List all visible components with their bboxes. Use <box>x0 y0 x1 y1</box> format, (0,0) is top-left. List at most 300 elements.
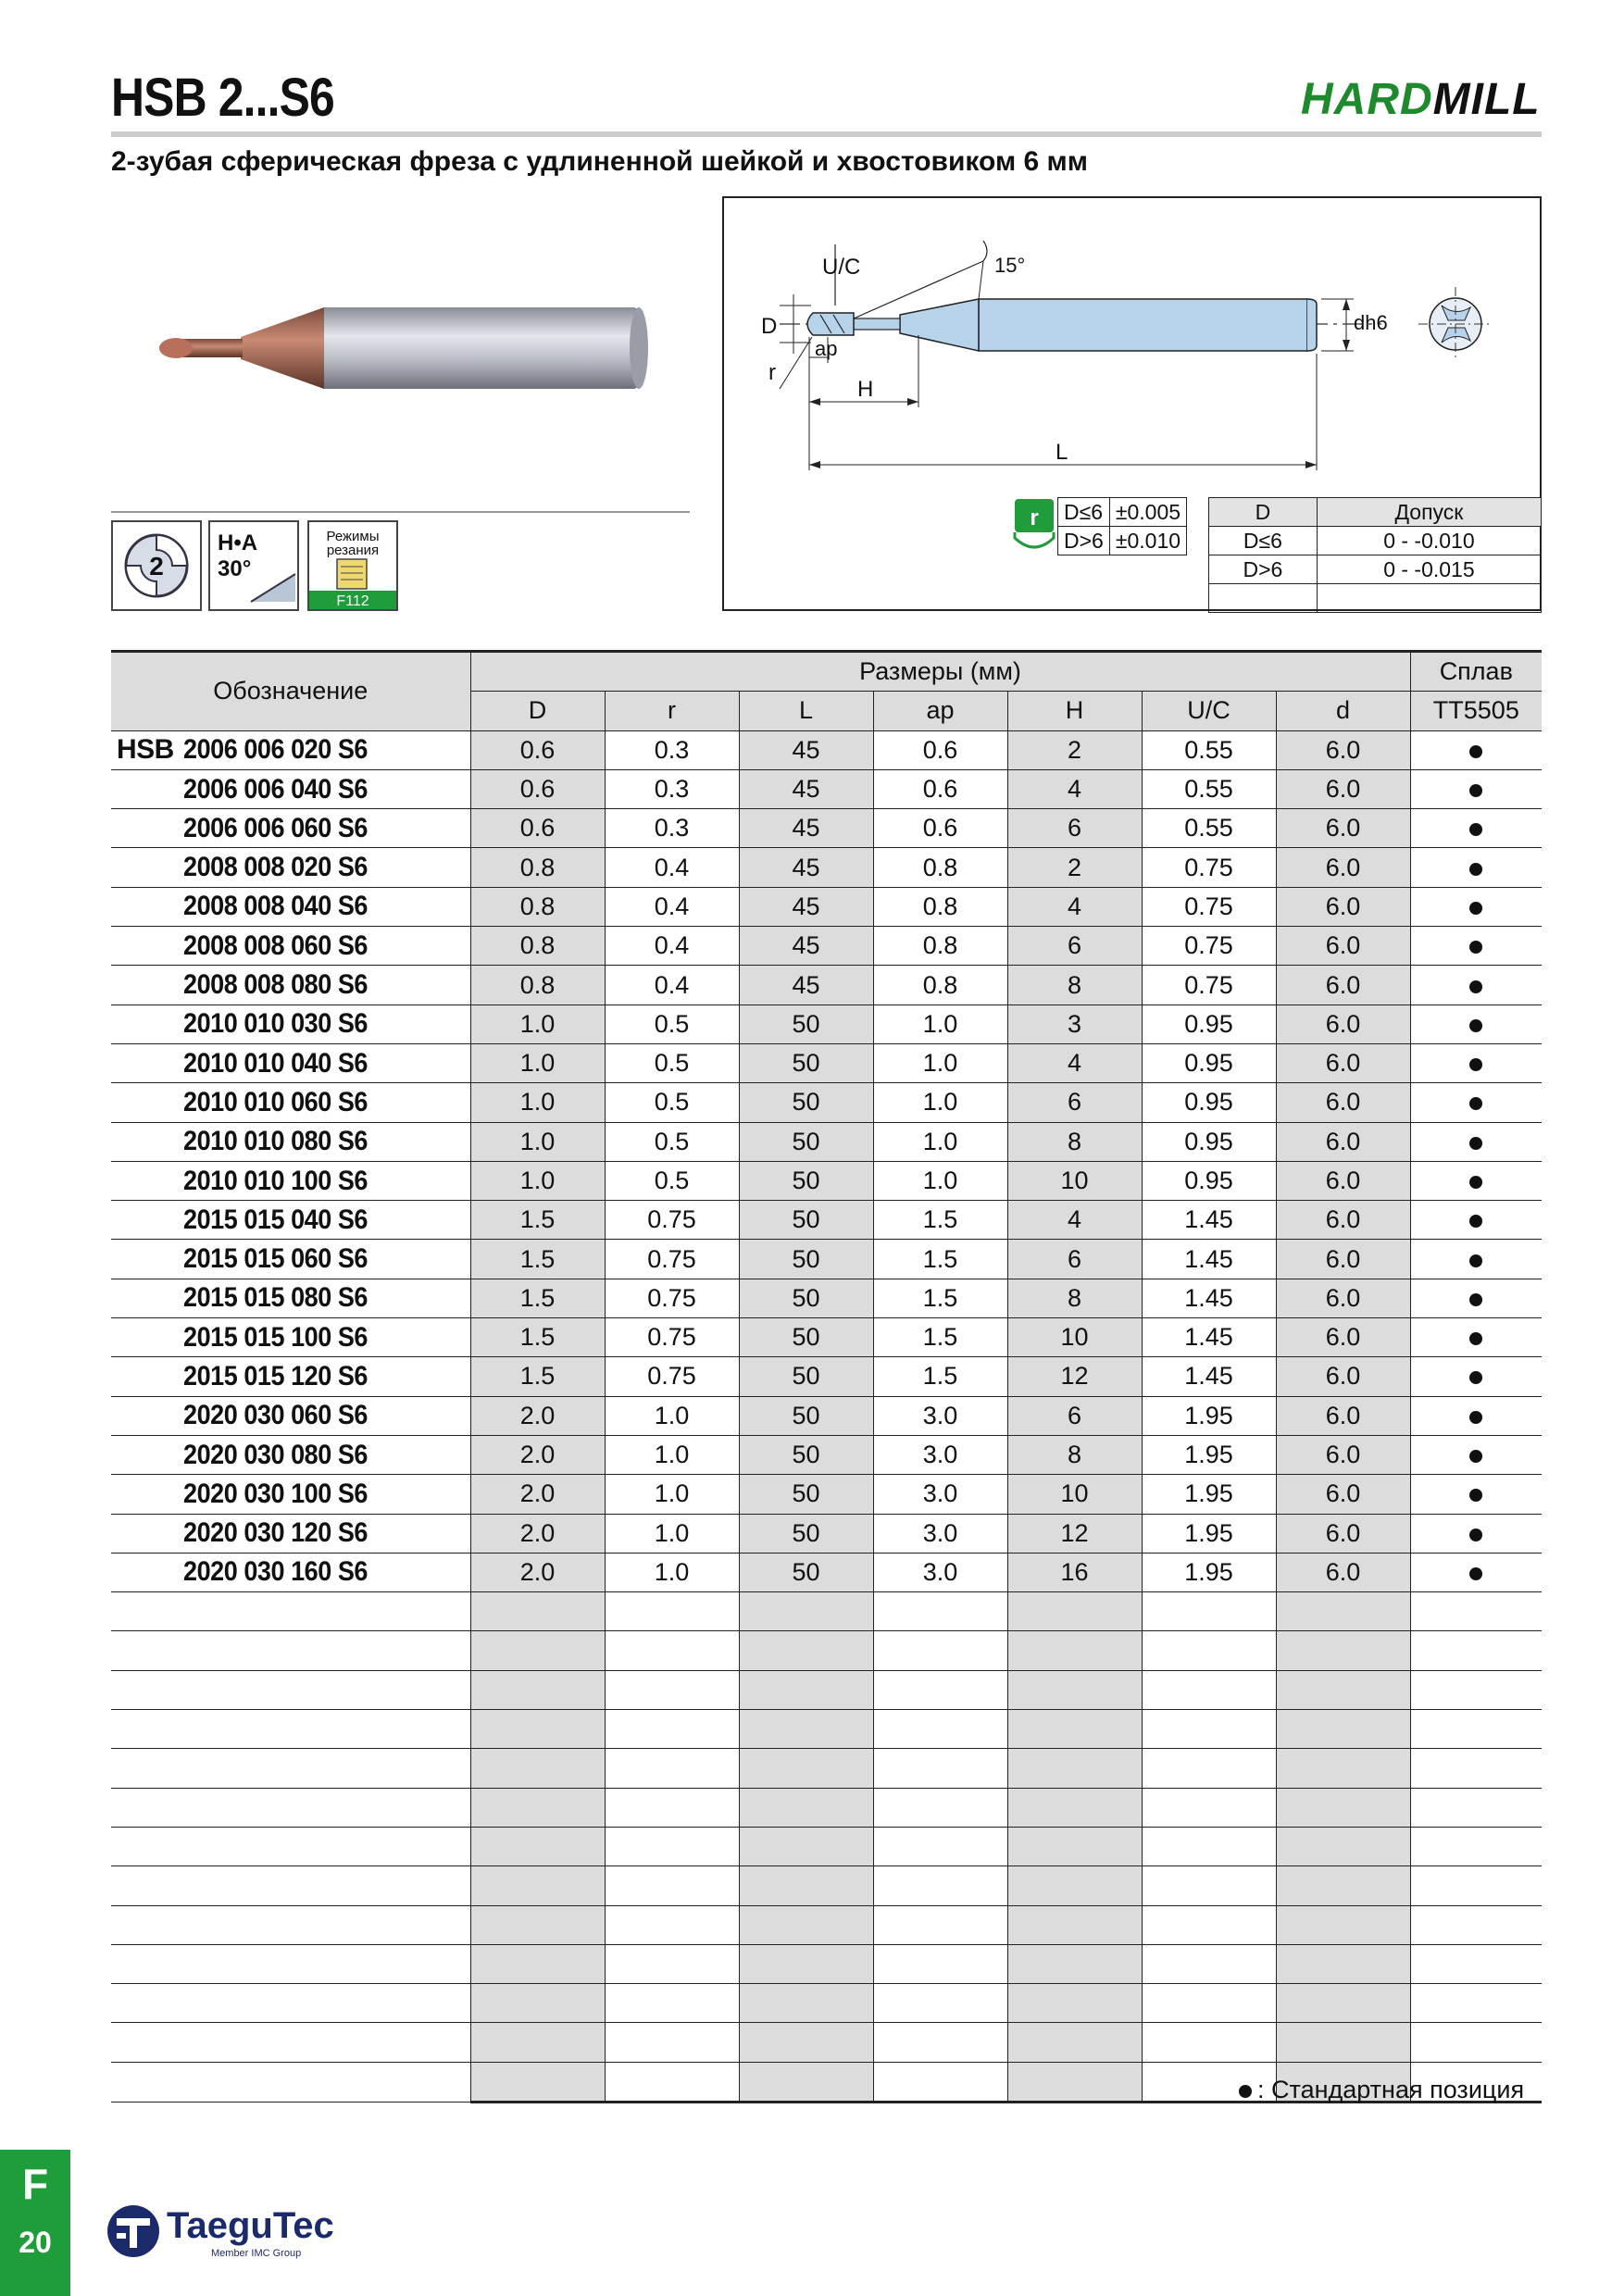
standard-dot-icon <box>1469 745 1482 758</box>
h-label: H <box>857 377 874 402</box>
col-header-uc: U/C <box>1142 692 1276 730</box>
empty-cell <box>470 1592 605 1631</box>
empty-cell <box>605 1827 739 1866</box>
cell-ap: 0.8 <box>873 887 1007 926</box>
cell-uc: 0.55 <box>1142 730 1276 769</box>
cell-r: 0.4 <box>605 927 739 966</box>
designation-cell <box>111 1161 470 1200</box>
standard-dot-icon <box>1469 980 1482 993</box>
legend-text: : Стандартная позиция <box>1257 2076 1525 2103</box>
empty-row <box>111 1631 1542 1670</box>
cell-r: 0.75 <box>605 1240 739 1279</box>
cell-r: 0.75 <box>605 1279 739 1317</box>
designation-cell <box>111 1043 470 1082</box>
designation-cell <box>111 927 470 966</box>
cell-d: 6.0 <box>1276 1122 1410 1161</box>
cell-h: 2 <box>1007 730 1142 769</box>
cell-ap: 3.0 <box>873 1475 1007 1514</box>
cell-d: 1.0 <box>470 1161 605 1200</box>
tolerance-cond: D≤6 <box>1209 527 1318 555</box>
empty-cell <box>873 2062 1007 2102</box>
empty-cell <box>873 1710 1007 1749</box>
cell-uc: 0.55 <box>1142 809 1276 848</box>
cell-d: 6.0 <box>1276 848 1410 887</box>
empty-cell <box>739 2062 873 2102</box>
cell-r: 0.5 <box>605 1004 739 1043</box>
empty-cell <box>1142 1827 1276 1866</box>
empty-cell <box>739 1631 873 1670</box>
header-rule <box>111 131 1542 137</box>
cell-l: 50 <box>739 1201 873 1240</box>
cell-uc: 0.95 <box>1142 1043 1276 1082</box>
cell-h: 6 <box>1007 1396 1142 1435</box>
cell-uc: 1.95 <box>1142 1553 1276 1591</box>
empty-cell <box>1142 1788 1276 1827</box>
col-header-ap: ap <box>873 692 1007 730</box>
cell-l: 50 <box>739 1161 873 1200</box>
empty-cell <box>605 1944 739 1983</box>
table-row <box>111 730 1542 769</box>
cell-d: 2.0 <box>470 1475 605 1514</box>
cell-r: 0.5 <box>605 1083 739 1122</box>
brand-part-hard: HARD <box>1301 75 1433 124</box>
empty-cell <box>1142 1670 1276 1709</box>
table-row <box>111 809 1542 848</box>
product-table <box>111 650 1542 2103</box>
standard-dot-icon <box>1469 1450 1482 1463</box>
empty-cell <box>873 1866 1007 1905</box>
table-row <box>111 1514 1542 1553</box>
tolerance-cond <box>1209 584 1318 613</box>
cell-d: 6.0 <box>1276 1514 1410 1553</box>
cell-ap: 0.8 <box>873 848 1007 887</box>
cell-h: 8 <box>1007 1279 1142 1317</box>
empty-row <box>111 2023 1542 2062</box>
page-title: HSB 2...S6 <box>111 68 334 128</box>
empty-cell <box>1007 1944 1142 1983</box>
empty-cell <box>111 1866 470 1905</box>
availability-cell <box>1410 1279 1542 1317</box>
empty-cell <box>1410 1944 1542 1983</box>
empty-cell <box>1007 1710 1142 1749</box>
cell-d: 0.8 <box>470 927 605 966</box>
cell-r: 0.75 <box>605 1357 739 1396</box>
cell-r: 1.0 <box>605 1435 739 1474</box>
designation-cell <box>111 809 470 848</box>
availability-cell <box>1410 1553 1542 1591</box>
radius-tolerance-table <box>1057 497 1187 555</box>
cutting-data-ref: F112 <box>336 593 369 609</box>
empty-cell <box>470 1827 605 1866</box>
empty-cell <box>873 1944 1007 1983</box>
designation-code: 2008 008 020 S6 <box>183 852 368 883</box>
cell-h: 4 <box>1007 769 1142 808</box>
designation-cell <box>111 1004 470 1043</box>
cell-h: 4 <box>1007 1201 1142 1240</box>
cell-r: 0.5 <box>605 1122 739 1161</box>
empty-cell <box>111 1749 470 1788</box>
cell-uc: 1.45 <box>1142 1201 1276 1240</box>
cell-d: 1.0 <box>470 1043 605 1082</box>
cell-uc: 1.95 <box>1142 1475 1276 1514</box>
empty-cell <box>739 2023 873 2062</box>
cell-d: 1.0 <box>470 1122 605 1161</box>
cell-ap: 1.5 <box>873 1240 1007 1279</box>
cell-r: 0.3 <box>605 730 739 769</box>
empty-cell <box>1410 1710 1542 1749</box>
empty-cell <box>1007 1905 1142 1944</box>
helix-angle-label: H•A <box>218 530 258 555</box>
cell-h: 4 <box>1007 887 1142 926</box>
cell-d: 6.0 <box>1276 1475 1410 1514</box>
empty-cell <box>873 1788 1007 1827</box>
empty-cell <box>873 1631 1007 1670</box>
cell-ap: 1.5 <box>873 1201 1007 1240</box>
cell-d: 6.0 <box>1276 769 1410 808</box>
dimensions-header: Размеры (мм) <box>470 652 1410 692</box>
standard-dot-icon <box>1469 823 1482 836</box>
designation-cell <box>111 848 470 887</box>
cell-l: 45 <box>739 769 873 808</box>
cell-l: 50 <box>739 1357 873 1396</box>
cell-uc: 0.75 <box>1142 927 1276 966</box>
col-header-d: D <box>470 692 605 730</box>
empty-cell <box>1410 1670 1542 1709</box>
availability-cell <box>1410 887 1542 926</box>
tolerance-row <box>1058 527 1187 555</box>
table-row <box>111 1240 1542 1279</box>
cell-ap: 1.0 <box>873 1004 1007 1043</box>
empty-cell <box>1142 1631 1276 1670</box>
cell-l: 50 <box>739 1240 873 1279</box>
cell-uc: 1.45 <box>1142 1318 1276 1357</box>
cell-d: 1.5 <box>470 1240 605 1279</box>
icons-rule <box>111 511 690 513</box>
empty-cell <box>470 1866 605 1905</box>
cell-ap: 3.0 <box>873 1396 1007 1435</box>
designation-cell <box>111 1475 470 1514</box>
standard-dot-icon <box>1469 1097 1482 1110</box>
cell-d: 2.0 <box>470 1553 605 1591</box>
r-tolerance-badge <box>1013 497 1056 556</box>
empty-cell <box>605 1905 739 1944</box>
empty-cell <box>605 1788 739 1827</box>
cell-d: 0.8 <box>470 887 605 926</box>
empty-cell <box>111 1905 470 1944</box>
cell-h: 6 <box>1007 1240 1142 1279</box>
table-row <box>111 769 1542 808</box>
angle-label: 15° <box>994 254 1026 277</box>
empty-cell <box>605 2062 739 2102</box>
empty-cell <box>111 1592 470 1631</box>
cell-d: 6.0 <box>1276 1201 1410 1240</box>
cell-d: 2.0 <box>470 1514 605 1553</box>
empty-cell <box>470 1944 605 1983</box>
designation-code: 2006 006 040 S6 <box>183 773 368 805</box>
empty-cell <box>1142 1710 1276 1749</box>
standard-dot-icon <box>1469 1137 1482 1150</box>
designation-cell <box>111 1122 470 1161</box>
table-row <box>111 1201 1542 1240</box>
cell-h: 8 <box>1007 1435 1142 1474</box>
empty-cell <box>1410 1866 1542 1905</box>
designation-code: 2020 030 100 S6 <box>183 1478 368 1509</box>
cell-d: 6.0 <box>1276 730 1410 769</box>
cell-d: 1.5 <box>470 1318 605 1357</box>
empty-cell <box>111 1631 470 1670</box>
taegutec-logo-icon <box>104 2202 163 2261</box>
designation-code: 2010 010 040 S6 <box>183 1047 368 1079</box>
table-row <box>111 1083 1542 1122</box>
empty-cell <box>1007 1670 1142 1709</box>
cell-ap: 0.6 <box>873 730 1007 769</box>
brand-part-mill: MILL <box>1432 75 1541 124</box>
cell-r: 0.75 <box>605 1201 739 1240</box>
empty-cell <box>739 1984 873 2023</box>
availability-cell <box>1410 1161 1542 1200</box>
designation-cell <box>111 1318 470 1357</box>
empty-cell <box>111 1827 470 1866</box>
designation-code: 2020 030 060 S6 <box>183 1400 368 1431</box>
designation-code: 2008 008 080 S6 <box>183 969 368 1001</box>
empty-cell <box>873 1670 1007 1709</box>
diameter-tolerance-table <box>1208 497 1542 613</box>
standard-dot-icon <box>1239 2085 1252 2098</box>
cell-uc: 0.95 <box>1142 1083 1276 1122</box>
cell-d: 6.0 <box>1276 809 1410 848</box>
cell-h: 4 <box>1007 1043 1142 1082</box>
availability-cell <box>1410 1514 1542 1553</box>
flute-count-icon <box>111 520 202 611</box>
designation-code: 2010 010 080 S6 <box>183 1126 368 1157</box>
empty-cell <box>111 1670 470 1709</box>
availability-cell <box>1410 769 1542 808</box>
designation-code: 2015 015 040 S6 <box>183 1204 368 1235</box>
empty-cell <box>1142 1866 1276 1905</box>
empty-cell <box>111 1944 470 1983</box>
empty-cell <box>1007 1866 1142 1905</box>
empty-cell <box>470 1631 605 1670</box>
cell-ap: 1.5 <box>873 1279 1007 1317</box>
empty-cell <box>1276 1788 1410 1827</box>
empty-cell <box>605 1866 739 1905</box>
cell-d: 6.0 <box>1276 1357 1410 1396</box>
cell-h: 10 <box>1007 1318 1142 1357</box>
cell-l: 50 <box>739 1396 873 1435</box>
standard-dot-icon <box>1469 863 1482 876</box>
cell-h: 8 <box>1007 966 1142 1004</box>
empty-cell <box>1142 2023 1276 2062</box>
empty-cell <box>739 1592 873 1631</box>
cell-l: 50 <box>739 1475 873 1514</box>
table-row <box>111 1435 1542 1474</box>
cell-d: 6.0 <box>1276 1240 1410 1279</box>
designation-cell <box>111 1396 470 1435</box>
availability-cell <box>1410 1004 1542 1043</box>
cell-d: 1.5 <box>470 1279 605 1317</box>
empty-cell <box>470 1905 605 1944</box>
designation-cell <box>111 1553 470 1591</box>
cell-l: 45 <box>739 809 873 848</box>
cell-d: 6.0 <box>1276 1553 1410 1591</box>
cell-r: 1.0 <box>605 1553 739 1591</box>
end-mill-photo <box>139 278 657 417</box>
cell-ap: 0.8 <box>873 927 1007 966</box>
empty-cell <box>873 1984 1007 2023</box>
empty-cell <box>1142 1984 1276 2023</box>
availability-cell <box>1410 848 1542 887</box>
table-row <box>111 1396 1542 1435</box>
col-header-shank-d: d <box>1276 692 1410 730</box>
designation-cell <box>111 1240 470 1279</box>
empty-cell <box>1007 2023 1142 2062</box>
cell-l: 50 <box>739 1553 873 1591</box>
empty-cell <box>1410 1788 1542 1827</box>
empty-cell <box>1410 1749 1542 1788</box>
empty-cell <box>873 1827 1007 1866</box>
r-label: r <box>768 360 776 385</box>
cell-l: 50 <box>739 1318 873 1357</box>
availability-cell <box>1410 730 1542 769</box>
cell-h: 2 <box>1007 848 1142 887</box>
cell-l: 45 <box>739 730 873 769</box>
cell-d: 6.0 <box>1276 887 1410 926</box>
table-row <box>111 1161 1542 1200</box>
cell-r: 0.4 <box>605 966 739 1004</box>
table-row <box>111 1357 1542 1396</box>
designation-code: 2020 030 160 S6 <box>183 1556 368 1588</box>
designation-cell <box>111 730 470 769</box>
cell-ap: 1.5 <box>873 1318 1007 1357</box>
empty-cell <box>605 1670 739 1709</box>
empty-cell <box>1007 1788 1142 1827</box>
cell-uc: 0.95 <box>1142 1122 1276 1161</box>
empty-cell <box>1142 1749 1276 1788</box>
cell-ap: 0.6 <box>873 809 1007 848</box>
cell-r: 1.0 <box>605 1514 739 1553</box>
designation-code: 2008 008 040 S6 <box>183 891 368 922</box>
cell-ap: 1.0 <box>873 1161 1007 1200</box>
standard-dot-icon <box>1469 1293 1482 1306</box>
designation-header: Обозначение <box>111 652 470 731</box>
cell-d: 6.0 <box>1276 1435 1410 1474</box>
designation-cell <box>111 966 470 1004</box>
standard-dot-icon <box>1469 1058 1482 1071</box>
empty-cell <box>1410 1592 1542 1631</box>
cell-r: 1.0 <box>605 1475 739 1514</box>
cell-uc: 0.75 <box>1142 887 1276 926</box>
empty-cell <box>1276 1710 1410 1749</box>
designation-code: 2015 015 120 S6 <box>183 1360 368 1391</box>
standard-dot-icon <box>1469 1254 1482 1267</box>
uc-label: U/C <box>822 255 861 280</box>
empty-cell <box>1276 1631 1410 1670</box>
empty-cell <box>1410 1984 1542 2023</box>
cell-ap: 0.8 <box>873 966 1007 1004</box>
empty-cell <box>111 1710 470 1749</box>
table-row <box>111 1043 1542 1082</box>
empty-cell <box>605 1592 739 1631</box>
availability-cell <box>1410 1201 1542 1240</box>
empty-cell <box>111 2023 470 2062</box>
page-number: 20 <box>19 2226 52 2259</box>
tolerance-row <box>1209 584 1542 613</box>
dh6-label: dh6 <box>1354 311 1388 334</box>
cell-h: 6 <box>1007 927 1142 966</box>
empty-cell <box>1410 1905 1542 1944</box>
standard-dot-icon <box>1469 1019 1482 1032</box>
availability-cell <box>1410 966 1542 1004</box>
cell-uc: 0.95 <box>1142 1004 1276 1043</box>
availability-cell <box>1410 1435 1542 1474</box>
empty-cell <box>1276 1984 1410 2023</box>
empty-cell <box>1007 1749 1142 1788</box>
table-row <box>111 927 1542 966</box>
empty-cell <box>605 1749 739 1788</box>
designation-prefix: HSB <box>117 734 174 766</box>
col-header-grade: TT5505 <box>1410 692 1542 730</box>
cell-l: 50 <box>739 1083 873 1122</box>
empty-cell <box>605 1984 739 2023</box>
cell-uc: 0.75 <box>1142 848 1276 887</box>
cell-ap: 3.0 <box>873 1435 1007 1474</box>
cell-l: 50 <box>739 1122 873 1161</box>
cutting-data-icon[interactable] <box>307 520 398 611</box>
table-row <box>111 1004 1542 1043</box>
empty-cell <box>1007 1827 1142 1866</box>
tolerance-value: ±0.010 <box>1109 527 1186 555</box>
designation-cell <box>111 1279 470 1317</box>
col-header-l: L <box>739 692 873 730</box>
standard-dot-icon <box>1469 1529 1482 1541</box>
cell-r: 0.5 <box>605 1161 739 1200</box>
cell-d: 1.0 <box>470 1083 605 1122</box>
cell-d: 6.0 <box>1276 1161 1410 1200</box>
empty-cell <box>1410 1827 1542 1866</box>
empty-row <box>111 1866 1542 1905</box>
cell-h: 3 <box>1007 1004 1142 1043</box>
empty-cell <box>1007 2062 1142 2102</box>
empty-cell <box>1410 1631 1542 1670</box>
cell-l: 50 <box>739 1004 873 1043</box>
designation-cell <box>111 769 470 808</box>
l-label: L <box>1056 440 1068 465</box>
cell-ap: 3.0 <box>873 1514 1007 1553</box>
cell-h: 10 <box>1007 1161 1142 1200</box>
cell-d: 0.8 <box>470 848 605 887</box>
empty-cell <box>470 2062 605 2102</box>
empty-cell <box>739 1944 873 1983</box>
cell-ap: 1.0 <box>873 1122 1007 1161</box>
empty-row <box>111 1710 1542 1749</box>
empty-cell <box>1142 1905 1276 1944</box>
empty-row <box>111 1944 1542 1983</box>
availability-cell <box>1410 1122 1542 1161</box>
cell-h: 8 <box>1007 1122 1142 1161</box>
availability-cell <box>1410 1240 1542 1279</box>
empty-cell <box>873 1905 1007 1944</box>
table-row <box>111 1475 1542 1514</box>
designation-code: 2006 006 020 S6 <box>183 734 368 766</box>
empty-row <box>111 1592 1542 1631</box>
cell-l: 45 <box>739 848 873 887</box>
empty-cell <box>1276 2023 1410 2062</box>
availability-cell <box>1410 927 1542 966</box>
standard-dot-icon <box>1469 1176 1482 1189</box>
cell-h: 12 <box>1007 1357 1142 1396</box>
standard-dot-icon <box>1469 1489 1482 1502</box>
cell-h: 10 <box>1007 1475 1142 1514</box>
